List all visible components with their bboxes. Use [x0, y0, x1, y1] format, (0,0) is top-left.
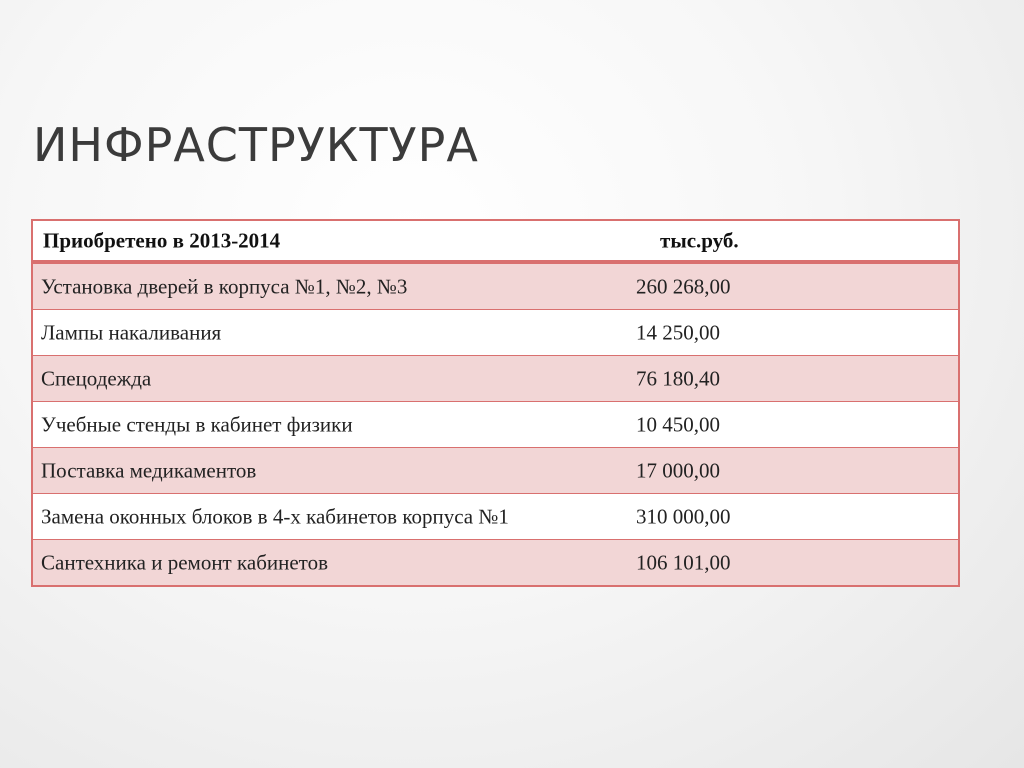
- table-row: [33, 401, 958, 447]
- row-name: Сантехника и ремонт кабинетов: [41, 550, 328, 574]
- row-name: Установка дверей в корпуса №1, №2, №3: [41, 274, 408, 298]
- row-name: Спецодежда: [41, 366, 152, 390]
- slide-title: ИНФРАСТРУКТУРА: [33, 118, 479, 172]
- row-name: Лампы накаливания: [41, 320, 222, 344]
- row-name: Замена оконных блоков в 4-х кабинетов корпуса №1: [41, 504, 509, 528]
- row-value: 76 180,40: [636, 366, 720, 390]
- row-value: 260 268,00: [636, 274, 731, 298]
- row-value: 106 101,00: [636, 550, 731, 574]
- header-unit: тыс.руб.: [660, 228, 739, 252]
- header-name: Приобретено в 2013-2014: [43, 228, 281, 252]
- table-row: [33, 355, 958, 401]
- table-row: [33, 539, 958, 585]
- table-row: [33, 263, 958, 309]
- row-value: 310 000,00: [636, 504, 731, 528]
- row-value: 10 450,00: [636, 412, 720, 436]
- purchases-table: [31, 219, 960, 587]
- table-row: [33, 493, 958, 539]
- row-name: Поставка медикаментов: [41, 458, 257, 482]
- row-value: 14 250,00: [636, 320, 720, 344]
- row-value: 17 000,00: [636, 458, 720, 482]
- table-header: [33, 221, 958, 263]
- table-row: [33, 447, 958, 493]
- row-name: Учебные стенды в кабинет физики: [41, 412, 353, 436]
- table-row: [33, 309, 958, 355]
